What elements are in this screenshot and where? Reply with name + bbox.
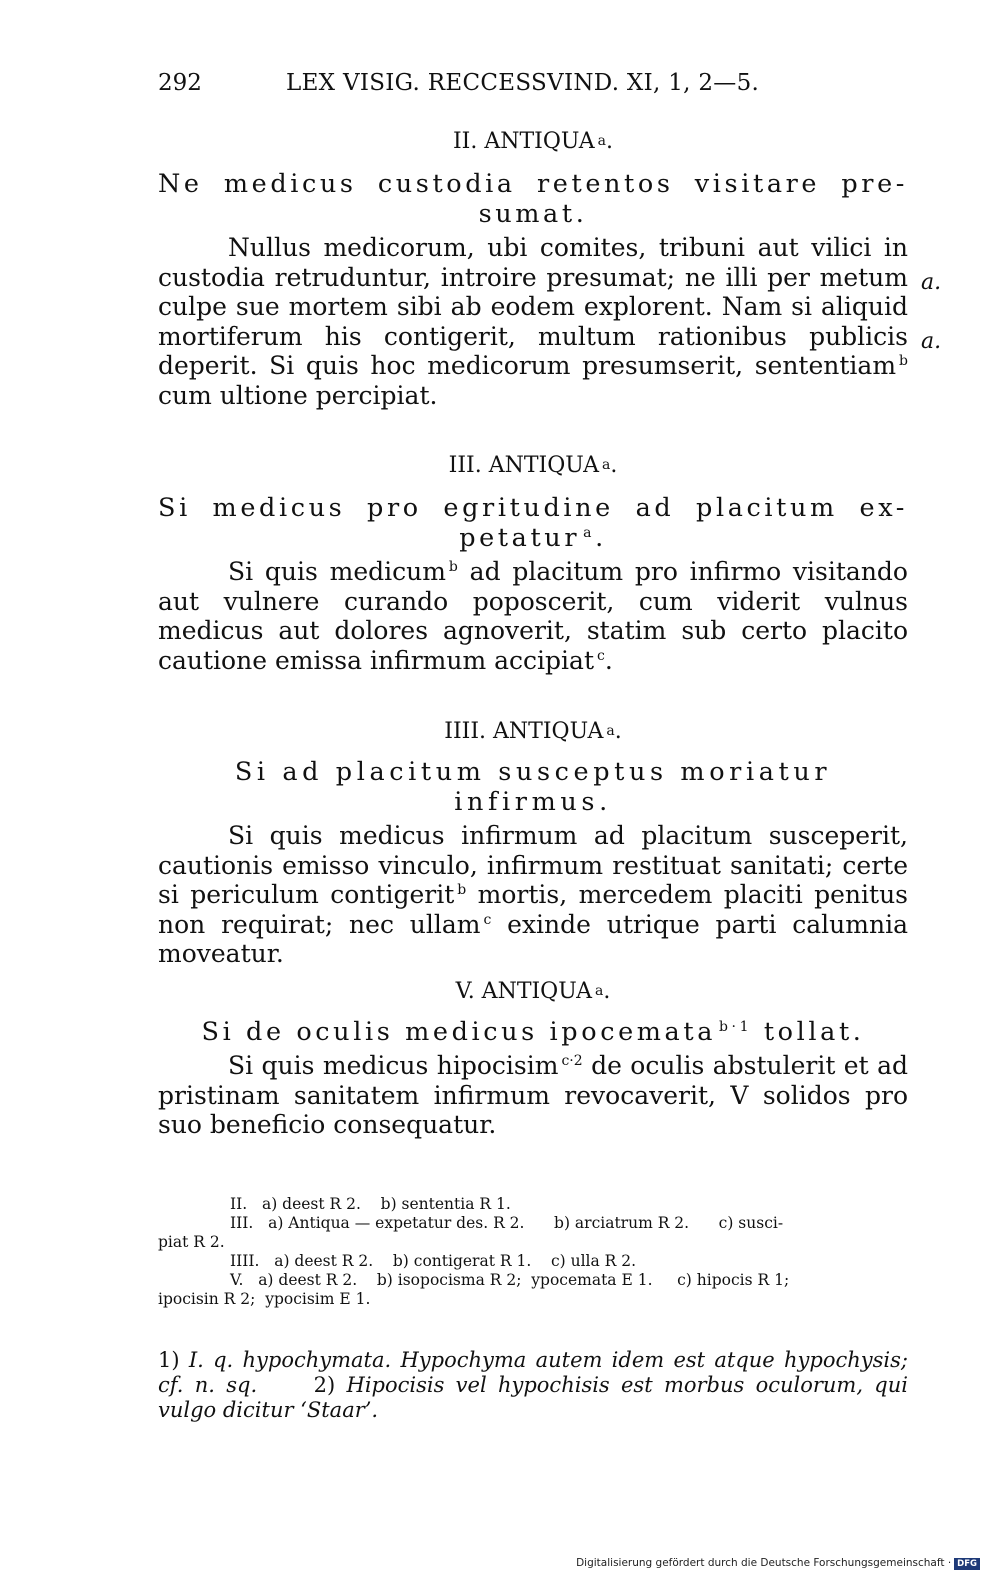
credit-text: Digitalisierung gefördert durch die Deutsche Forschungsgemeinschaft · — [576, 1557, 952, 1569]
running-title: LEX VISIG. RECCESSVIND. XI, 1, 2—5. — [286, 70, 760, 96]
apparatus-line: IIII. a) deest R 2. b) contigerat R 1. c) ulla R 2. — [230, 1252, 637, 1270]
section-body: Nullus medicorum, ubi comites, tribuni aut vilici in custodia retruduntur, introire presumat; ne illi per metum culpe sue mortem sibi ab eodem explorent. Nam si aliquid mortiferum his contigerit, multum rationibus publicis deperit. Si quis hoc medicorum presumserit, sententiam $^b$ cum ultione percipiat. — [158, 233, 908, 410]
critical-apparatus — [158, 1195, 906, 1309]
section-heading: II. ANTIQUA a. — [452, 129, 614, 154]
apparatus-line: III. a) Antiqua — expetatur des. R 2. b) arciatrum R 2. c) susci- — [230, 1214, 784, 1232]
section-ii — [158, 128, 908, 411]
note-text: Hipocisis vel hypochisis est morbus oculorum, qui vulgo dicitur ‘Staar’. — [158, 1373, 908, 1422]
note-number: 1) — [158, 1348, 180, 1372]
section-body: Si quis medicus infirmum ad placitum susceperit, cautionis emisso vinculo, infirmum restituat sanitati; certe si periculum contigerit $^b$ mortis, mercedem placiti penitus non requirat; nec ullam $^c$ exinde utrique parti calumnia moveatur. — [158, 821, 909, 969]
section-iii — [158, 452, 908, 675]
apparatus-line: V. a) deest R 2. b) isopocisma R 2; ypocemata E 1. c) hipocis R 1; — [230, 1271, 790, 1289]
digitization-credit — [576, 1557, 980, 1570]
margin-note: a. — [921, 329, 942, 354]
section-title: Si ad placitum susceptus moriatur infirmus. — [234, 757, 832, 817]
section-title: Si medicus pro egritudine ad placitum ex- petatur $^a$. — [158, 493, 908, 553]
section-title: Ne medicus custodia retentos visitare pre- sumat. — [158, 169, 908, 229]
section-body: Si quis medicum $^b$ ad placitum pro infirmo visitando aut vulnere curando poposcerit, cum viderit vulnus medicus aut dolores agnoverit, statim sub certo placito cautione emissa infirmum accipiat $^c$. — [158, 557, 908, 675]
apparatus-line: ipocisin R 2; ypocisim E 1. — [158, 1290, 371, 1308]
dfg-logo: DFG — [954, 1558, 980, 1570]
section-body: Si quis medicus hipocisim $^{c\cdot 2}$ de oculis abstulerit et ad pristinam sanitatem infirmum revocaverit, V solidos pro suo beneficio consequatur. — [158, 1051, 908, 1140]
section-heading: V. ANTIQUA a. — [455, 979, 611, 1004]
section-heading: IIII. ANTIQUA a. — [444, 719, 622, 744]
note-number: 2) — [313, 1373, 336, 1397]
section-iiii — [158, 718, 908, 969]
apparatus-line: piat R 2. — [158, 1233, 225, 1251]
page-number: 292 — [158, 70, 202, 96]
apparatus-line: II. a) deest R 2. b) sententia R 1. — [230, 1195, 511, 1213]
margin-note: a. — [921, 270, 942, 295]
section-heading: III. ANTIQUA a. — [448, 453, 618, 478]
note-text: I. q. hypochymata. Hypochyma autem idem est atque hypochysis; cf. n. sq. — [158, 1348, 908, 1397]
section-v — [158, 978, 908, 1140]
section-title: Si de oculis medicus ipocemata $^{b\cdot 1}$ tollat. — [201, 1017, 865, 1047]
explanatory-notes — [158, 1348, 908, 1423]
